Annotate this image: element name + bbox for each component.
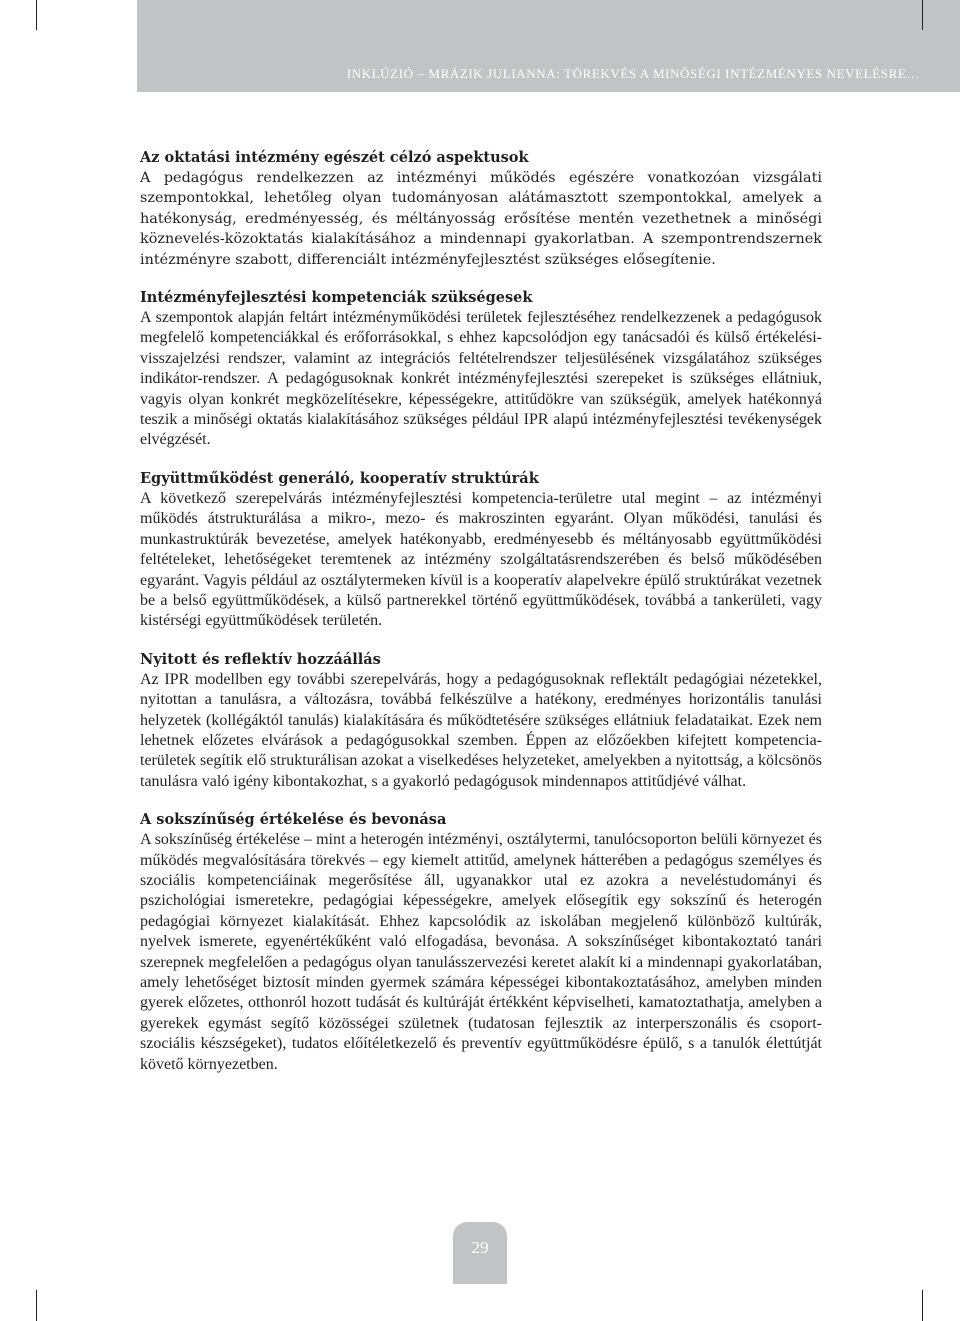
section-diversity xyxy=(140,810,822,1075)
page-number: 29 xyxy=(471,1238,489,1257)
section-heading: Az oktatási intézmény egészét célzó aspektusok xyxy=(140,149,529,166)
section-heading: Intézményfejlesztési kompetenciák szükségesek xyxy=(140,289,533,307)
section-body: Az IPR modellben egy további szerepelvárás, hogy a pedagógusoknak reflektált pedagógiai nézetekkel, nyitottan a tanulásra, a változásra, továbbá felkészülve a hatékony, eredményes horizontális tanulási helyzetek (kollégáktól tanulás) kialakítására és működtetésére szükséges ellátniuk feladataikat. Ezek nem lehetnek előzetes elvárások a pedagógusokkal szemben. Éppen az előzőekben kifejtett kompetencia-területek segítik elő strukturálisan azokat a viselkedéses helyzeteket, amelyekben a nyitottság, a kölcsönös tanulásra való igény kibontakozhat, s a gyakorló pedagógusok mindennapos attitűdjévé válhat. xyxy=(140,670,822,790)
section-body: A következő szerepelvárás intézményfejlesztési kompetencia-területre utal megint – az intézményi működés átstrukturálása a mikro-, mezo- és makroszinten egyaránt. Olyan működési, tanulási és munkastruktúrák bevezetése, amelyek hatékonyabb, eredményesebb és méltányosabb együttműködési feltételeket, lehetőségeket teremtenek az intézmény szolgáltatásrendszerében és belső működésében egyaránt. Vagyis például az osztálytermeken kívül is a kooperatív alapelvekre épülő struktúrákat vezetnek be a belső együttműködések, a külső partnerekkel történő együttműködések, továbbá a tankerületi, vagy kistérségi együttműködések területén. xyxy=(140,489,822,630)
section-body: A szempontok alapján feltárt intézményműködési területek fejlesztéséhez rendelkezzenek a pedagógusok megfelelő kompetenciákkal és erőforrásokkal, s ehhez kapcsolódjon egy tanácsadói és külső értékelési-visszajelzési rendszer, valamint az integrációs feltételrendszer teljesülésének vizsgálatához szükséges indikátor-rendszer. A pedagógusoknak konkrét intézményfejlesztési szerepeket is szükséges ellátniuk, vagyis olyan konkrét megközelítésekre, képességekre, attitűdökre van szükségük, amelyek hatékonnyá teszik a minőségi oktatás kialakításához szükséges például IPR alapú intézményfejlesztési tevékenységek elvégzését. xyxy=(140,309,822,449)
crop-mark-top-left xyxy=(36,0,37,30)
crop-mark-bottom-right xyxy=(922,1290,923,1321)
crop-mark-top-right xyxy=(922,0,923,30)
section-heading: Együttműködést generáló, kooperatív struktúrák xyxy=(140,469,539,487)
section-open-reflective xyxy=(140,650,822,792)
section-cooperative-structures xyxy=(140,469,822,632)
running-title: INKLÚZIÓ – MRÁZIK JULIANNA: TÖREKVÉS A MINŐSÉGI INTÉZMÉNYES NEVELÉSRE… xyxy=(346,66,920,81)
crop-mark-bottom-left xyxy=(36,1290,37,1321)
page-content xyxy=(140,148,822,1093)
header-band xyxy=(137,0,960,92)
page-number-tab xyxy=(453,1222,507,1284)
section-development-competencies xyxy=(140,288,822,451)
section-heading: A sokszínűség értékelése és bevonása xyxy=(140,811,447,829)
section-institution-aspects xyxy=(140,148,822,270)
section-body: A sokszínűség értékelése – mint a heterogén intézményi, osztálytermi, tanulócsoporton belüli környezet és működés megvalósítására törekvés – egy kiemelt attitűd, amelynek hátterében a pedagógus személyes és szociális kompetenciáinak megerősítése áll, ugyanakkor utal ez azokra a neveléstudományi és pszichológiai ismeretekre, pedagógiai képességekre, amelyek elősegítik egy sokszínű és heterogén pedagógiai környezet kialakítását. Ehhez kapcsolódik az iskolában megjelenő különböző kultúrák, nyelvek ismerete, egyenértékűként való elfogadása, bevonása. A sokszínűséget kibontakoztató tanári szerepnek megfelelően a pedagógus olyan tanulásszervezési keretet alakít ki a mindennapi gyakorlatában, amely lehetőséget biztosít minden gyermek számára képességei kibontakoztatásához, amelyben minden gyerek előzetes, otthonról hozott tudását és kultúráját értékként képviselheti, kamatoztathatja, amelyben a gyerekek egymást segítő közösségei születnek (tudatosan fejlesztik az interperszonális és csoport-szociális készségeket), tudatos előítéletkezelő és preventív együttműködésre épülő, s a tanulók élettútját követő környezetben. xyxy=(140,831,822,1073)
section-body: A pedagógus rendelkezzen az intézményi működés egészére vonatkozóan vizsgálati szempontokkal, lehetőleg olyan tudományosan alátámasztott szempontokkal, amelyek a hatékonyság, eredményesség, és méltányosság erősítése mentén vezethetnek a minőségi köznevelés-közoktatás kialakításához a mindennapi gyakorlatban. A szempontrendszernek intézményre szabott, differenciált intézményfejlesztést szükséges elősegítenie. xyxy=(140,170,822,268)
section-heading: Nyitott és reflektív hozzáállás xyxy=(140,650,381,668)
